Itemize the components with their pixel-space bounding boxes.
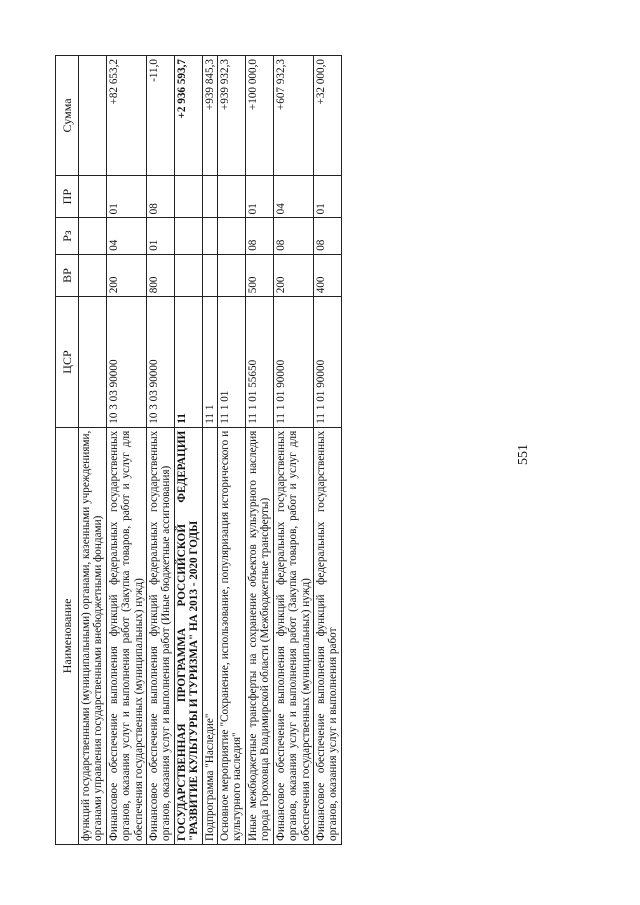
row-sum: -11,0 [147,56,175,176]
row-csr: 11 1 01 90000 [313,297,341,427]
table-row [202,56,217,845]
page-number: 551 [516,444,531,465]
row-name: Финансовое обеспечение выполнения функций федеральных государственных органов, оказания услуг и выполнения работ (Закупка товаров, работ и услуг для обеспечения государственных (муниципальных) нужд) [106,427,146,844]
row-name: Иные межбюджетные трансферты на сохранение объектов культурного наследия города Гороховца Владимирской области (Межбюджетные трансферты) [245,427,273,844]
header-sum: Сумма [56,56,79,176]
row-name: Финансовое обеспечение выполнения функций федеральных государственных органов, оказания услуг и выполнения работ (Иные бюджетные ассигнования) [147,427,175,844]
row-csr: 11 1 [202,297,217,427]
table-row [79,56,107,845]
row-vr: 400 [313,254,341,296]
table-row [273,56,313,845]
row-name: Основное мероприятие "Сохранение, использование, популяризация исторического и культурного наследия" [218,427,246,844]
row-rz [202,218,217,254]
row-csr [79,297,107,427]
header-pr: ПР [56,175,79,217]
row-rz [218,218,246,254]
row-name: Подпрограмма "Наследие" [202,427,217,844]
row-pr [202,175,217,217]
row-sum: +939 932,3 [218,56,246,176]
row-rz: 08 [313,218,341,254]
row-pr [218,175,246,217]
row-rz [79,218,107,254]
row-csr: 11 1 01 55650 [245,297,273,427]
table-row [147,56,175,845]
row-csr: 11 1 01 [218,297,246,427]
row-vr: 200 [273,254,313,296]
row-pr [79,175,107,217]
header-vr: ВР [56,254,79,296]
row-name: Финансовое обеспечение выполнения функций федеральных государственных органов, оказания услуг и выполнения работ [313,427,341,844]
table-row [174,56,202,845]
row-pr: 01 [106,175,146,217]
row-vr: 500 [245,254,273,296]
row-vr: 200 [106,254,146,296]
row-pr: 08 [147,175,175,217]
row-sum: +32 000,0 [313,56,341,176]
row-rz: 04 [106,218,146,254]
header-name: Наименование [56,427,79,844]
table-row [245,56,273,845]
row-name: функций государственными (муниципальными) органами, казенными учреждениями, органами управления государственными внебюджетными фондами) [79,427,107,844]
row-sum: +100 000,0 [245,56,273,176]
row-pr: 01 [245,175,273,217]
row-csr: 10 3 03 90000 [106,297,146,427]
row-sum: +2 936 593,7 [174,56,202,176]
row-vr [79,254,107,296]
row-pr: 04 [273,175,313,217]
row-name: Финансовое обеспечение выполнения функций федеральных государственных органов, оказания услуг и выполнения работ (Закупка товаров, работ и услуг для обеспечения государственных (муниципальных) нужд) [273,427,313,844]
row-sum [79,56,107,176]
budget-table [55,55,342,845]
row-vr [218,254,246,296]
row-sum: +607 932,3 [273,56,313,176]
table-header-row [56,56,79,845]
row-csr: 11 [174,297,202,427]
row-csr: 10 3 03 90000 [147,297,175,427]
table-row [106,56,146,845]
row-pr: 01 [313,175,341,217]
row-rz: 01 [147,218,175,254]
row-vr [174,254,202,296]
row-pr [174,175,202,217]
table-row [313,56,341,845]
row-csr: 11 1 01 90000 [273,297,313,427]
table-row [218,56,246,845]
header-csr: ЦСР [56,297,79,427]
row-sum: +82 653,2 [106,56,146,176]
row-rz: 08 [245,218,273,254]
row-rz [174,218,202,254]
header-rz: Рз [56,218,79,254]
row-rz: 08 [273,218,313,254]
row-vr: 800 [147,254,175,296]
row-vr [202,254,217,296]
row-sum: +939 845,3 [202,56,217,176]
row-name: ГОСУДАРСТВЕННАЯ ПРОГРАММА РОССИЙСКОЙ ФЕДЕРАЦИИ "РАЗВИТИЕ КУЛЬТУРЫ И ТУРИЗМА" НА 2013 - 2020 ГОДЫ [174,427,202,844]
rotated-table-container [55,55,495,845]
